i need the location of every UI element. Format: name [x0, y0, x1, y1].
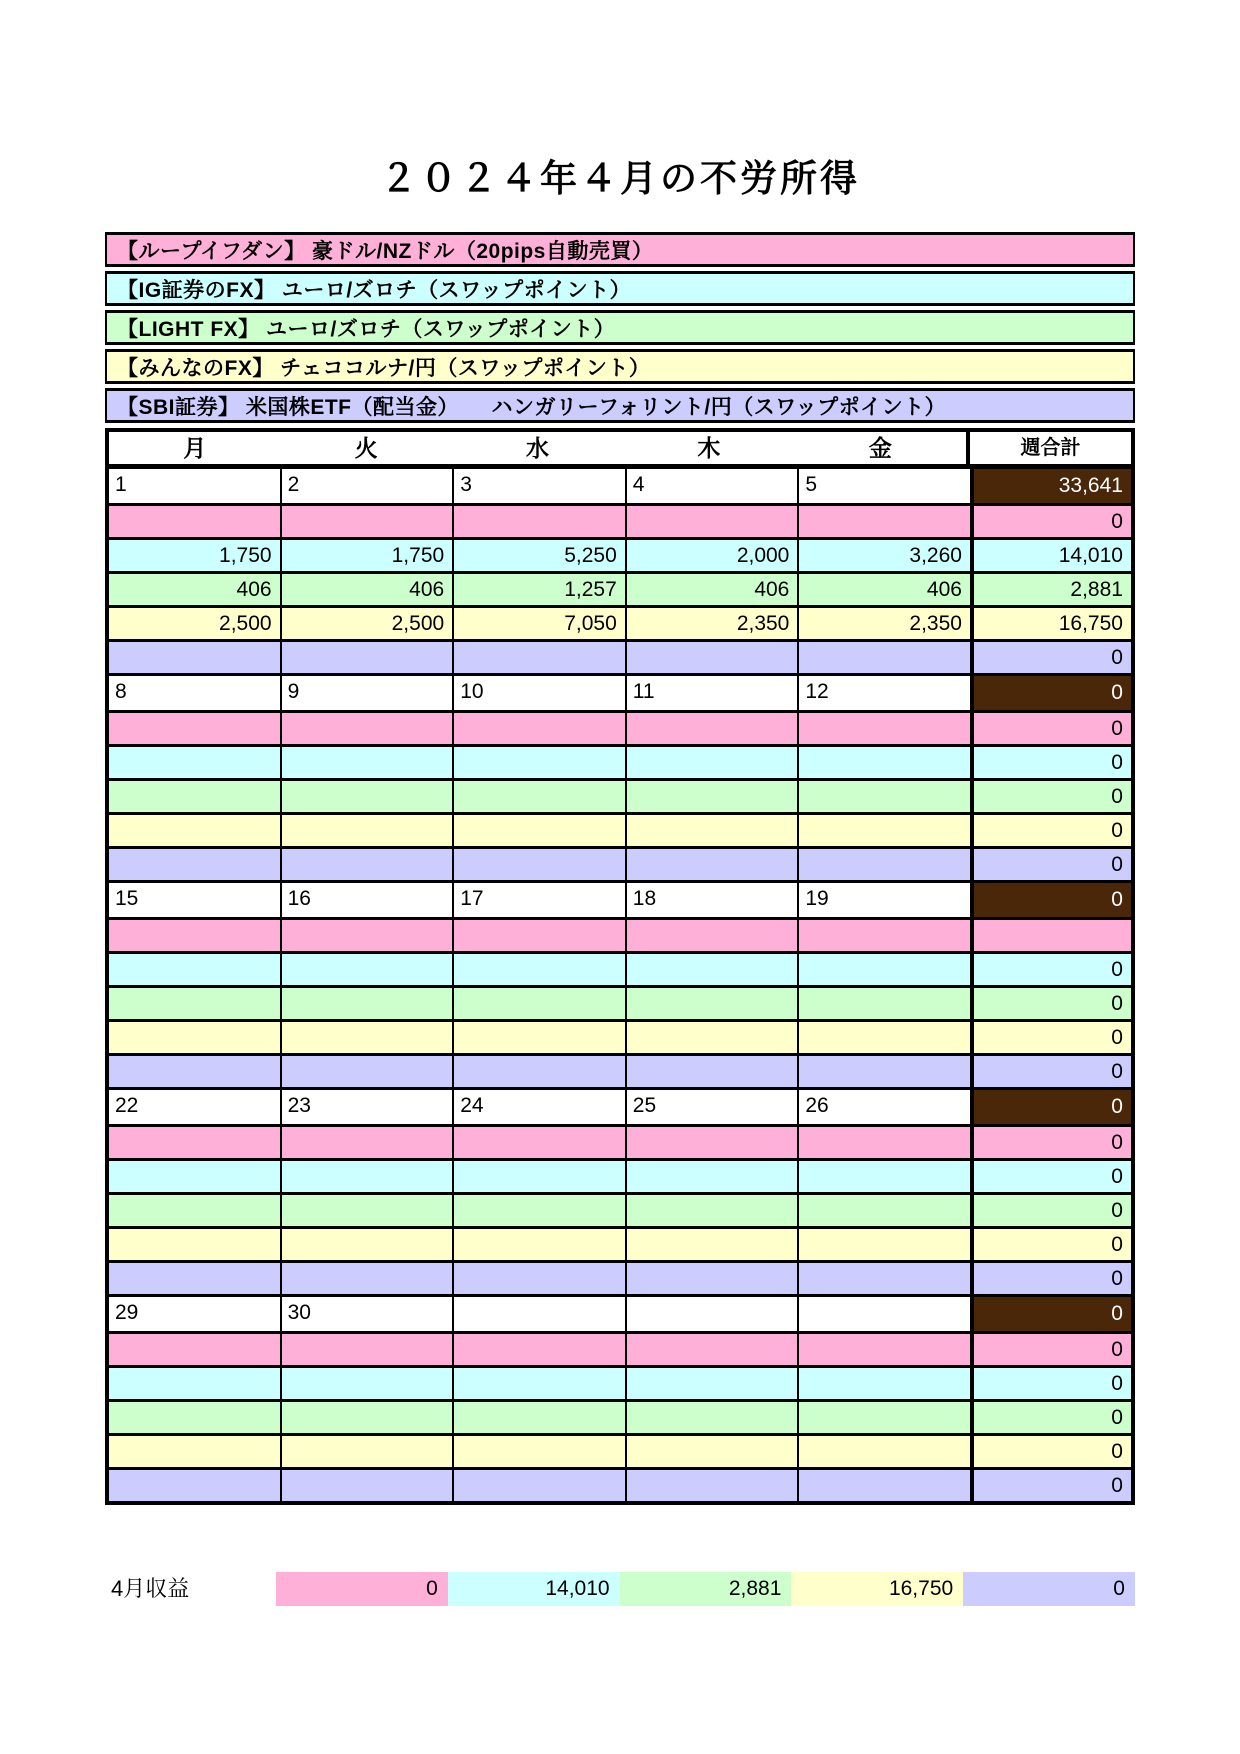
day-cell	[454, 883, 627, 917]
value-cell	[282, 1368, 455, 1399]
value-cell	[454, 849, 627, 880]
value-cell	[109, 954, 282, 985]
value-row	[109, 1161, 1131, 1195]
value-cell: 2,500	[109, 608, 282, 639]
day-cell	[282, 1090, 455, 1124]
day-number: 5	[805, 473, 818, 496]
day-row	[109, 1297, 1131, 1334]
day-cell	[454, 469, 627, 503]
value-cell: 1,257	[454, 574, 627, 605]
legend-label: 【SBI証券】 米国株ETF（配当金） ハンガリーフォリント/円（スワップポイント）	[117, 395, 947, 419]
value-cell	[627, 506, 800, 537]
row-total-cell: 0	[970, 1229, 1131, 1260]
value-cell	[627, 1334, 800, 1365]
day-cell	[282, 676, 455, 710]
value-row	[109, 1229, 1131, 1263]
row-total-cell: 0	[970, 747, 1131, 778]
value-cell	[799, 1056, 970, 1087]
value-cell	[282, 1127, 455, 1158]
value-row	[109, 1470, 1131, 1501]
day-header-cell: 水	[526, 435, 550, 461]
day-cell	[109, 1090, 282, 1124]
value-cell	[799, 506, 970, 537]
row-total-cell: 14,010	[970, 540, 1131, 571]
day-cell	[454, 1090, 627, 1124]
value-cell	[627, 954, 800, 985]
row-total-cell: 0	[970, 1263, 1131, 1294]
value-cell	[454, 1402, 627, 1433]
row-total-cell: 0	[970, 1334, 1131, 1365]
value-cell: 2,000	[627, 540, 800, 571]
value-cell: 1,750	[282, 540, 455, 571]
value-cell	[799, 815, 970, 846]
legend-row	[105, 310, 1135, 345]
row-total-cell: 0	[970, 506, 1131, 537]
day-number: 18	[632, 887, 657, 910]
value-cell	[109, 815, 282, 846]
row-total-cell: 0	[970, 1436, 1131, 1467]
value-cell	[282, 1263, 455, 1294]
value-cell: 406	[627, 574, 800, 605]
value-cell	[454, 1161, 627, 1192]
legend-label: 【みんなのFX】 チェココルナ/円（スワップポイント）	[117, 356, 651, 380]
day-number: 12	[805, 680, 829, 703]
value-row	[109, 574, 1131, 608]
summary-cell: 0	[963, 1572, 1135, 1606]
summary-cell: 2,881	[620, 1572, 792, 1606]
value-cell	[109, 781, 282, 812]
value-cell: 2,350	[627, 608, 800, 639]
day-number: 24	[460, 1094, 484, 1117]
row-total-cell: 0	[970, 954, 1131, 985]
calendar-body	[109, 469, 1131, 1501]
value-cell	[799, 1470, 970, 1501]
day-cell	[799, 676, 970, 710]
value-cell	[627, 1161, 800, 1192]
value-row	[109, 713, 1131, 747]
value-cell	[799, 713, 970, 744]
value-row	[109, 815, 1131, 849]
value-cell	[109, 713, 282, 744]
day-cell	[627, 883, 800, 917]
value-cell	[799, 1368, 970, 1399]
row-total-cell: 0	[970, 1022, 1131, 1053]
value-cell	[799, 1229, 970, 1260]
value-row	[109, 747, 1131, 781]
day-number: 3	[460, 473, 472, 496]
day-cell	[282, 1297, 455, 1331]
value-cell	[282, 1195, 455, 1226]
value-cell	[454, 747, 627, 778]
value-cell: 5,250	[454, 540, 627, 571]
row-total-cell: 0	[970, 849, 1131, 880]
value-cell	[109, 747, 282, 778]
value-cell	[282, 1161, 455, 1192]
summary-label: 4月収益	[111, 1576, 190, 1601]
value-cell	[799, 1263, 970, 1294]
day-number: 19	[805, 887, 829, 910]
value-cell	[627, 815, 800, 846]
summary-cell: 16,750	[791, 1572, 963, 1606]
week-total-cell: 0	[970, 1297, 1131, 1331]
value-cell	[799, 1127, 970, 1158]
value-cell	[109, 642, 282, 673]
value-row	[109, 1402, 1131, 1436]
value-cell	[799, 849, 970, 880]
summary-cell: 14,010	[448, 1572, 620, 1606]
value-cell	[282, 747, 455, 778]
value-cell	[282, 1056, 455, 1087]
row-total-cell: 2,881	[970, 574, 1131, 605]
value-cell	[454, 642, 627, 673]
value-cell	[627, 1402, 800, 1433]
value-cell	[282, 642, 455, 673]
value-cell	[109, 506, 282, 537]
value-cell	[282, 988, 455, 1019]
value-cell	[454, 781, 627, 812]
row-total-cell: 0	[970, 1368, 1131, 1399]
value-row	[109, 1436, 1131, 1470]
value-cell	[282, 1022, 455, 1053]
row-total-cell	[970, 920, 1131, 951]
day-number: 29	[115, 1301, 139, 1324]
day-cell	[282, 883, 455, 917]
page-title: ２０２４年４月の不労所得	[380, 158, 860, 199]
value-row	[109, 1263, 1131, 1297]
row-total-cell: 0	[970, 815, 1131, 846]
day-cell	[627, 676, 800, 710]
day-row	[109, 676, 1131, 713]
value-cell	[627, 849, 800, 880]
value-cell	[109, 1161, 282, 1192]
value-cell	[109, 1402, 282, 1433]
day-number: 15	[115, 887, 139, 910]
row-total-cell: 0	[970, 1470, 1131, 1501]
monthly-summary	[105, 1572, 1135, 1606]
value-cell	[109, 988, 282, 1019]
value-cell	[282, 1402, 455, 1433]
value-cell	[282, 954, 455, 985]
value-cell	[799, 1402, 970, 1433]
value-cell	[109, 1368, 282, 1399]
value-cell	[627, 713, 800, 744]
value-row	[109, 1056, 1131, 1090]
value-cell	[454, 1229, 627, 1260]
value-cell	[282, 713, 455, 744]
legend-row	[105, 388, 1135, 423]
day-header-cell: 火	[354, 435, 378, 461]
value-cell	[282, 506, 455, 537]
week-total-header: 週合計	[966, 432, 1131, 464]
day-cell	[282, 469, 455, 503]
value-row	[109, 506, 1131, 540]
value-cell	[109, 849, 282, 880]
value-cell	[109, 1127, 282, 1158]
value-cell: 7,050	[454, 608, 627, 639]
value-cell	[799, 1436, 970, 1467]
day-number: 9	[287, 680, 300, 703]
day-header-cell: 金	[868, 435, 892, 461]
day-header-cell: 木	[697, 435, 721, 461]
value-row	[109, 1195, 1131, 1229]
value-cell	[454, 1127, 627, 1158]
day-number: 8	[115, 680, 127, 703]
day-cell	[627, 1090, 800, 1124]
value-cell	[799, 1195, 970, 1226]
value-cell	[454, 1263, 627, 1294]
value-cell	[109, 1229, 282, 1260]
day-number: 23	[287, 1094, 311, 1117]
value-row	[109, 1127, 1131, 1161]
value-cell	[799, 988, 970, 1019]
value-cell	[627, 1263, 800, 1294]
week-total-cell: 0	[970, 1090, 1131, 1124]
value-row	[109, 781, 1131, 815]
value-cell	[627, 1127, 800, 1158]
value-cell	[799, 1161, 970, 1192]
value-cell	[454, 1368, 627, 1399]
value-cell	[454, 988, 627, 1019]
value-cell	[109, 1195, 282, 1226]
value-cell	[799, 781, 970, 812]
legend	[105, 232, 1135, 427]
row-total-cell: 0	[970, 1402, 1131, 1433]
value-cell	[627, 1368, 800, 1399]
value-cell	[109, 1334, 282, 1365]
day-header-cell: 月	[183, 435, 207, 461]
value-cell	[799, 1022, 970, 1053]
value-cell	[627, 642, 800, 673]
day-number: 2	[287, 473, 300, 496]
value-cell	[109, 920, 282, 951]
value-row	[109, 608, 1131, 642]
value-row	[109, 642, 1131, 676]
value-cell	[454, 1056, 627, 1087]
value-cell	[627, 781, 800, 812]
value-cell	[454, 1470, 627, 1501]
value-row	[109, 1368, 1131, 1402]
value-cell: 406	[926, 578, 962, 601]
day-number: 30	[287, 1301, 311, 1324]
value-cell	[799, 747, 970, 778]
value-cell: 406	[282, 574, 455, 605]
day-cell	[109, 676, 282, 710]
row-total-cell: 0	[970, 1127, 1131, 1158]
value-row	[109, 954, 1131, 988]
value-cell	[454, 1195, 627, 1226]
row-total-cell: 0	[970, 1195, 1131, 1226]
day-cell	[109, 469, 282, 503]
value-cell	[799, 1334, 970, 1365]
value-cell	[454, 1436, 627, 1467]
row-total-cell: 0	[970, 713, 1131, 744]
value-cell	[282, 1229, 455, 1260]
value-cell	[109, 1263, 282, 1294]
day-cell	[627, 469, 800, 503]
day-cell	[109, 1297, 282, 1331]
value-cell: 2,500	[282, 608, 455, 639]
row-total-cell: 16,750	[970, 608, 1131, 639]
value-cell	[109, 1436, 282, 1467]
value-cell	[627, 920, 800, 951]
day-number: 16	[287, 887, 311, 910]
legend-label: 【IG証券のFX】 ユーロ/ズロチ（スワップポイント）	[117, 278, 632, 302]
day-row	[109, 1090, 1131, 1127]
day-number: 22	[115, 1094, 139, 1117]
value-row	[109, 1334, 1131, 1368]
value-cell	[282, 1334, 455, 1365]
value-cell: 406	[109, 574, 282, 605]
week-total-cell: 0	[970, 883, 1131, 917]
value-cell	[454, 954, 627, 985]
row-total-cell: 0	[970, 988, 1131, 1019]
value-cell	[627, 1022, 800, 1053]
value-cell	[454, 920, 627, 951]
value-cell	[109, 1470, 282, 1501]
week-total-cell: 0	[970, 676, 1131, 710]
value-cell: 1,750	[109, 540, 282, 571]
value-row	[109, 540, 1131, 574]
row-total-cell: 0	[970, 1161, 1131, 1192]
legend-label: 【ループイフダン】 豪ドル/NZドル（20pips自動売買）	[117, 239, 654, 263]
value-cell	[454, 506, 627, 537]
row-total-cell: 0	[970, 1056, 1131, 1087]
legend-row	[105, 232, 1135, 267]
value-cell: 2,350	[909, 612, 962, 635]
day-number: 10	[460, 680, 484, 703]
value-cell	[799, 642, 970, 673]
value-cell	[282, 849, 455, 880]
value-cell	[627, 1195, 800, 1226]
value-cell	[627, 1470, 800, 1501]
value-cell	[454, 1022, 627, 1053]
row-total-cell: 0	[970, 642, 1131, 673]
value-row	[109, 1022, 1131, 1056]
value-cell	[627, 1229, 800, 1260]
calendar-table	[105, 428, 1135, 1505]
value-cell	[282, 1470, 455, 1501]
day-cell	[799, 1090, 970, 1124]
value-cell	[799, 954, 970, 985]
value-row	[109, 988, 1131, 1022]
day-row	[109, 883, 1131, 920]
day-cell	[109, 883, 282, 917]
day-cell	[799, 883, 970, 917]
value-cell	[627, 988, 800, 1019]
calendar-header	[109, 432, 1131, 469]
legend-label: 【LIGHT FX】 ユーロ/ズロチ（スワップポイント）	[117, 317, 616, 341]
day-cell	[454, 676, 627, 710]
day-cell	[454, 1297, 627, 1331]
day-number: 25	[632, 1094, 657, 1117]
day-cell	[799, 469, 970, 503]
day-number: 1	[115, 473, 127, 496]
row-total-cell: 0	[970, 781, 1131, 812]
day-number: 11	[632, 680, 655, 703]
value-cell	[282, 781, 455, 812]
day-cell	[799, 1297, 970, 1331]
value-cell	[454, 815, 627, 846]
value-row	[109, 849, 1131, 883]
value-cell	[109, 1056, 282, 1087]
value-cell	[627, 747, 800, 778]
value-cell	[282, 1436, 455, 1467]
value-cell	[627, 1436, 800, 1467]
value-cell	[454, 713, 627, 744]
value-cell	[627, 1056, 800, 1087]
value-row	[109, 920, 1131, 954]
day-number: 26	[805, 1094, 829, 1117]
week-total-cell: 33,641	[970, 469, 1131, 503]
day-cell	[627, 1297, 800, 1331]
legend-row	[105, 271, 1135, 306]
summary-cell: 0	[276, 1572, 448, 1606]
value-cell	[454, 1334, 627, 1365]
value-cell	[282, 920, 455, 951]
day-number: 4	[632, 473, 645, 496]
day-number: 17	[460, 887, 484, 910]
value-cell	[109, 1022, 282, 1053]
value-cell	[282, 815, 455, 846]
value-cell	[799, 920, 970, 951]
legend-row	[105, 349, 1135, 384]
day-row	[109, 469, 1131, 506]
value-cell: 3,260	[909, 544, 962, 567]
